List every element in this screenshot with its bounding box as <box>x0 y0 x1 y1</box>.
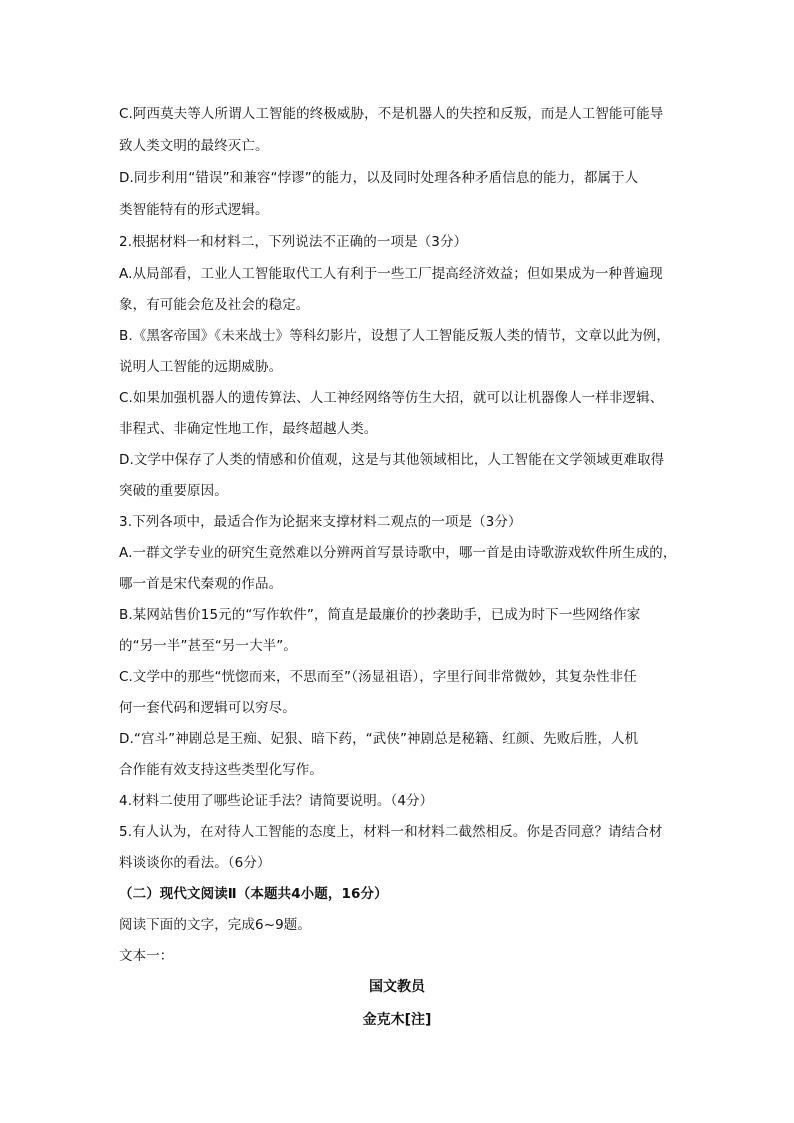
question-4: 4.材料二使用了哪些论证手法？请简要说明。（4分） <box>119 793 434 809</box>
option-d-line-1: D.同步利用“错误”和兼容“悖谬”的能力，以及同时处理各种矛盾信息的能力，都属于人 <box>119 170 639 186</box>
text-label: 文本一： <box>119 948 174 964</box>
q3-option-c-line-1: C.文学中的那些“恍惚而来，不思而至”（汤显祖语），字里行间非常微妙，其复杂性非任 <box>119 669 637 685</box>
q3-option-b-line-1: B.某网站售价15元的“写作软件”，简直是最廉价的抄袭助手，已成为时下一些网络作家 <box>119 607 641 623</box>
q2-option-a-line-2: 象，有可能会危及社会的稳定。 <box>119 297 310 313</box>
q3-option-d-line-2: 合作能有效支持这些类型化写作。 <box>119 762 323 778</box>
question-5-line-2: 料谈谈你的看法。（6分） <box>119 855 271 871</box>
question-5-line-1: 5.有人认为，在对待人工智能的态度上，材料一和材料二截然相反。你是否同意？请结合材 <box>119 824 663 840</box>
q2-option-d-line-1: D.文学中保存了人类的情感和价值观，这是与其他领域相比，人工智能在文学领域更难取得 <box>119 452 665 468</box>
q2-option-a-line-1: A.从局部看，工业人工智能取代工人有利于一些工厂提高经济效益；但如果成为一种普遍现 <box>119 266 663 282</box>
q3-option-c-line-2: 何一套代码和逻辑可以穷尽。 <box>119 700 296 716</box>
reading-instruction: 阅读下面的文字，完成6~9题。 <box>119 917 311 933</box>
q2-option-c-line-1: C.如果加强机器人的遗传算法、人工神经网络等仿生大招，就可以让机器像人一样非逻辑、 <box>119 390 664 406</box>
q3-option-d-line-1: D.“宫斗”神剧总是王痴、妃狠、暗下药，“武侠”神剧总是秘籍、红颜、先败后胜，人机 <box>119 731 639 747</box>
option-c-line-2: 致人类文明的最终灭亡。 <box>119 138 269 154</box>
q2-option-c-line-2: 非程式、非确定性地工作，最终超越人类。 <box>119 421 378 437</box>
q3-option-b-line-2: 的“另一半”甚至“另一大半”。 <box>119 638 297 654</box>
option-c-line-1: C.阿西莫夫等人所谓人工智能的终极威胁，不是机器人的失控和反叛，而是人工智能可能导 <box>119 106 664 122</box>
q2-option-b-line-1: B.《黑客帝国》《未来战士》等科幻影片，设想了人工智能反叛人类的情节，文章以此为例， <box>119 328 671 344</box>
q3-option-a-line-1: A.一群文学专业的研究生竟然难以分辨两首写景诗歌中，哪一首是由诗歌游戏软件所生成的， <box>119 545 677 561</box>
question-2: 2.根据材料一和材料二，下列说法不正确的一项是（3分） <box>119 234 468 250</box>
option-d-line-2: 类智能特有的形式逻辑。 <box>119 202 269 218</box>
article-author: 金克木[注] <box>362 1012 432 1028</box>
q2-option-b-line-2: 说明人工智能的远期威胁。 <box>119 359 283 375</box>
q2-option-d-line-2: 突破的重要原因。 <box>119 483 228 499</box>
section-heading: （二）现代文阅读Ⅱ（本题共4小题，16分） <box>119 886 388 902</box>
article-title: 国文教员 <box>369 979 425 995</box>
question-3: 3.下列各项中，最适合作为论据来支撑材料二观点的一项是（3分） <box>119 514 522 530</box>
q3-option-a-line-2: 哪一首是宋代秦观的作品。 <box>119 576 283 592</box>
